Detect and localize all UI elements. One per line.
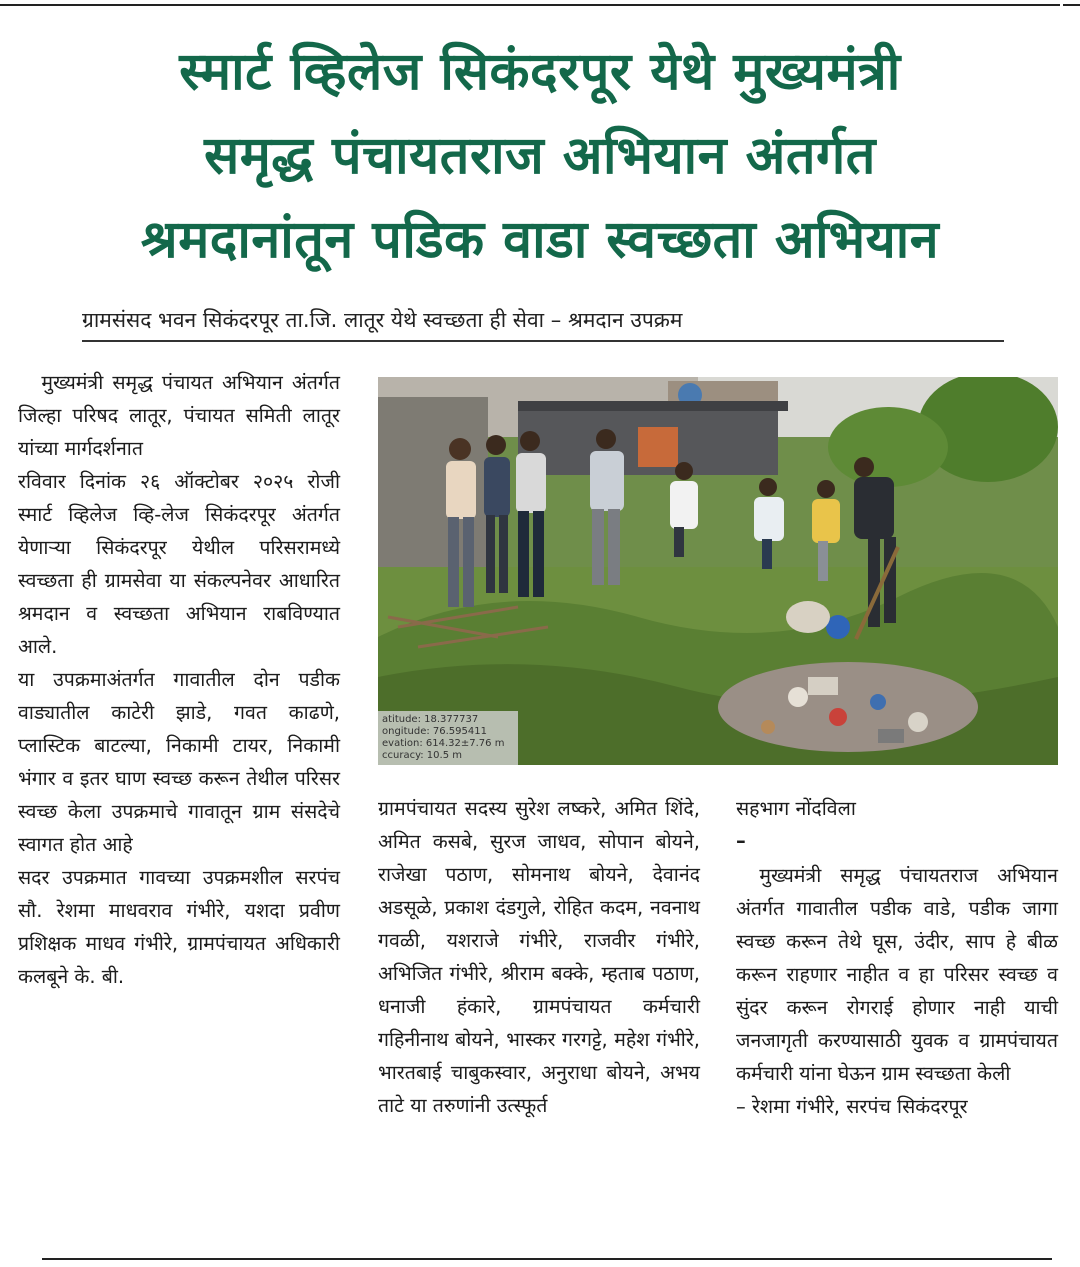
person-5 [670,462,698,557]
article-column-2 [378,792,700,1122]
geotag-longitude: ongitude: 76.595411 [382,726,487,737]
news-photo [378,377,1058,765]
col2-paragraph-1: ग्रामपंचायत सदस्य सुरेश लष्करे, अमित शिंदे, अमित कसबे, सुरज जाधव, सोपान बोयने, राजेखा पठाण, सोमनाथ बोयने, देवानंद अडसूळे, प्रकाश दंडगुले, रोहित कदम, नवनाथ गवळी, यशराजे गंभीरे, राजवीर गंभीरे, अभिजित गंभीरे, श्रीराम बक्के, म्हताब पठाण, धनाजी हंकारे, ग्रामपंचायत कर्मचारी गहिनीनाथ बोयने, भास्कर गरगट्टे, महेश गंभीरे, भारतबाई चाबुकस्वार, अनुराधा बोयने, अभय ताटे या तरुणांनी उत्स्फूर्त [378,797,700,1117]
article-column-1 [18,366,340,993]
headline [20,30,1060,282]
col1-paragraph-2: रविवार दिनांक २६ ऑक्टोबर २०२५ रोजी स्मार्ट व्हिलेज व्हि-लेज सिकंदरपूर अंतर्गत येणाऱ्या सिकंदरपूर येथील परिसरामध्ये स्वच्छता ही ग्रामसेवा या संकल्पनेवर आधारित श्रमदान व स्वच्छता अभियान राबविण्यात आले. [18,470,340,658]
person-4 [590,429,624,585]
col1-paragraph-3: या उपक्रमाअंतर्गत गावातील दोन पडीक वाड्यातील काटेरी झाडे, गवत काढणे, प्लास्टिक बाटल्या, निकामी टायर, निकामी भंगार व इतर घाण स्वच्छ करून तेथील परिसर स्वच्छ केला उपक्रमाचे गावातून ग्राम संसदेचे स्वागत होत आहे [18,668,340,856]
person-6 [754,478,784,569]
geotag-elevation: evation: 614.32±7.76 m [382,738,505,749]
col1-paragraph-4: सदर उपक्रमात गावच्या उपक्रमशील सरपंच सौ. रेशमा माधवराव गंभीरे, यशदा प्रवीण प्रशिक्षक माधव गंभीरे, ग्रामपंचायत अधिकारी कलबूने के. बी. [18,866,340,988]
subheadline: ग्रामसंसद भवन सिकंदरपूर ता.जि. लातूर येथे स्वच्छता ही सेवा – श्रमदान उपक्रम [82,308,683,332]
col3-dash: – [736,829,746,852]
geotag-accuracy: ccuracy: 10.5 m [382,750,462,761]
person-7 [812,480,840,581]
col3-paragraph-2: मुख्यमंत्री समृद्ध पंचायतराज अभियान अंतर्गत गावातील पडीक वाडे, पडीक जागा स्वच्छ करून तेथे घूस, उंदीर, साप हे बीळ करून राहणार नाहीत व हा परिसर स्वच्छ व सुंदर करून रोगराई होणार नाही याची जनजागृती करण्यासाठी युवक व ग्रामपंचायत कर्मचारी यांना घेऊन ग्राम स्वच्छता केली [736,864,1058,1085]
top-rule-end [1063,4,1080,6]
article-column-3 [736,792,1058,1123]
headline-line-3: श्रमदानांतून पडिक वाडा स्वच्छता अभियान [140,210,940,270]
top-rule [0,4,1060,6]
subheadline-rule [82,340,1004,342]
col1-paragraph-1: मुख्यमंत्री समृद्ध पंचायत अभियान अंतर्गत जिल्हा परिषद लातूर, पंचायत समिती लातूर यांच्या मार्गदर्शनात [18,371,340,460]
bottom-rule [42,1258,1052,1260]
sarpanch-signature: – रेशमा गंभीरे, सरपंच सिकंदरपूर [736,1095,968,1118]
col3-paragraph-1: सहभाग नोंदविला [736,797,856,820]
headline-line-1: स्मार्ट व्हिलेज सिकंदरपूर येथे मुख्यमंत्री [179,42,901,102]
geotag-overlay [378,711,518,765]
photo-illustration [378,377,1058,765]
headline-line-2: समृद्ध पंचायतराज अभियान अंतर्गत [204,126,876,186]
geotag-latitude: atitude: 18.377737 [382,714,479,725]
